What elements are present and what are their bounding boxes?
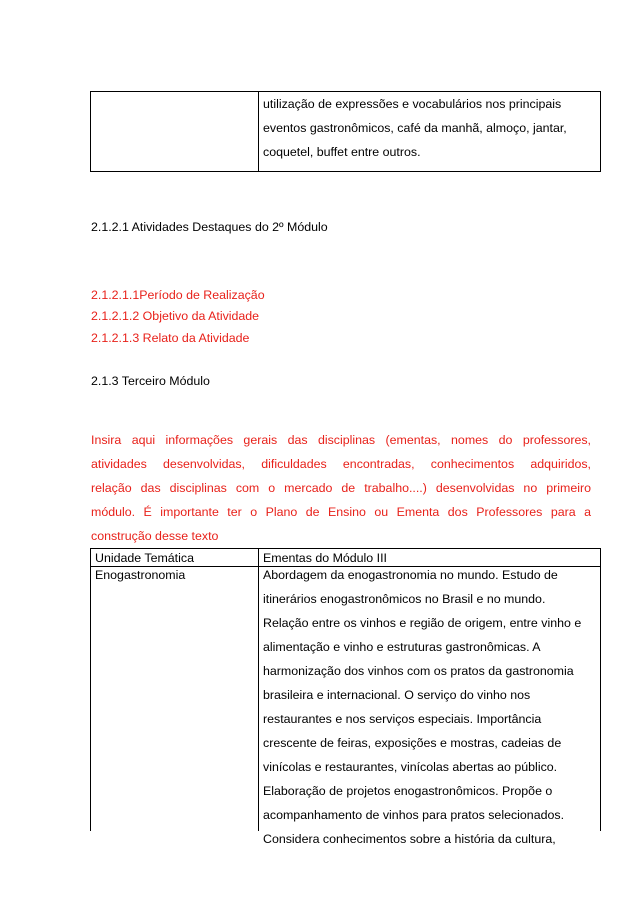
- instruction-line: atividades desenvolvidas, dificuldades encontradas, conhecimentos adquiridos,: [91, 457, 591, 471]
- red-item-objective: 2.1.2.1.2 Objetivo da Atividade: [91, 309, 260, 323]
- ementa-line: Relação entre os vinhos e região de origem, entre vinho e: [263, 616, 582, 630]
- instruction-line: módulo. É importante ter o Plano de Ensino ou Ementa dos Professores para a: [91, 505, 591, 519]
- header-row-divider: [91, 566, 600, 567]
- module-heading: 2.1.3 Terceiro Módulo: [91, 374, 210, 388]
- continuation-table: [90, 91, 601, 172]
- red-item-period: 2.1.2.1.1Período de Realização: [91, 288, 265, 302]
- instruction-line: Insira aqui informações gerais das disciplinas (ementas, nomes do professores,: [91, 433, 591, 447]
- red-item-report: 2.1.2.1.3 Relato da Atividade: [91, 331, 250, 345]
- instruction-line: relação das disciplinas com o mercado de trabalho....) desenvolvidas no primeiro: [91, 481, 591, 495]
- syllabus-table: [90, 548, 601, 846]
- ementa-line: Elaboração de projetos enogastronômicos. Propõe o: [263, 784, 553, 798]
- instruction-paragraph: [91, 428, 591, 548]
- ementa-line: vinícolas e restaurantes, vinícolas abertas ao público.: [263, 760, 558, 774]
- ementa-line: Abordagem da enogastronomia no mundo. Estudo de: [263, 568, 558, 582]
- table-cell-description: [263, 92, 596, 164]
- column-divider: [258, 549, 259, 831]
- table-line: utilização de expressões e vocabulários nos principais: [263, 97, 562, 111]
- ementa-line: itinerários enogastronômicos no Brasil e no mundo.: [263, 592, 546, 606]
- header-ementas: Ementas do Módulo III: [263, 551, 387, 565]
- table-line: coquetel, buffet entre outros.: [263, 145, 421, 159]
- section-heading: 2.1.2.1 Atividades Destaques do 2º Módulo: [91, 220, 328, 234]
- ementa-line: harmonização dos vinhos com os pratos da gastronomia: [263, 664, 574, 678]
- instruction-line: construção desse texto: [91, 529, 219, 543]
- ementa-line: brasileira e internacional. O serviço do vinho nos: [263, 688, 531, 702]
- column-divider: [258, 92, 259, 171]
- ementa-line: alimentação e vinho e estruturas gastronômicas. A: [263, 640, 541, 654]
- ementa-line: crescente de feiras, exposições e mostras, cadeias de: [263, 736, 562, 750]
- ementa-line: Considera conhecimentos sobre a história da cultura,: [263, 832, 556, 846]
- ementa-line: acompanhamento de vinhos para pratos selecionados.: [263, 808, 565, 822]
- ementa-line: restaurantes e nos serviços especiais. Importância: [263, 712, 542, 726]
- table-line: eventos gastronômicos, café da manhã, almoço, jantar,: [263, 121, 567, 135]
- cell-ementa-text: [263, 568, 596, 856]
- header-unidade-tematica: Unidade Temática: [95, 551, 194, 565]
- cell-unit-name: Enogastronomia: [95, 568, 186, 582]
